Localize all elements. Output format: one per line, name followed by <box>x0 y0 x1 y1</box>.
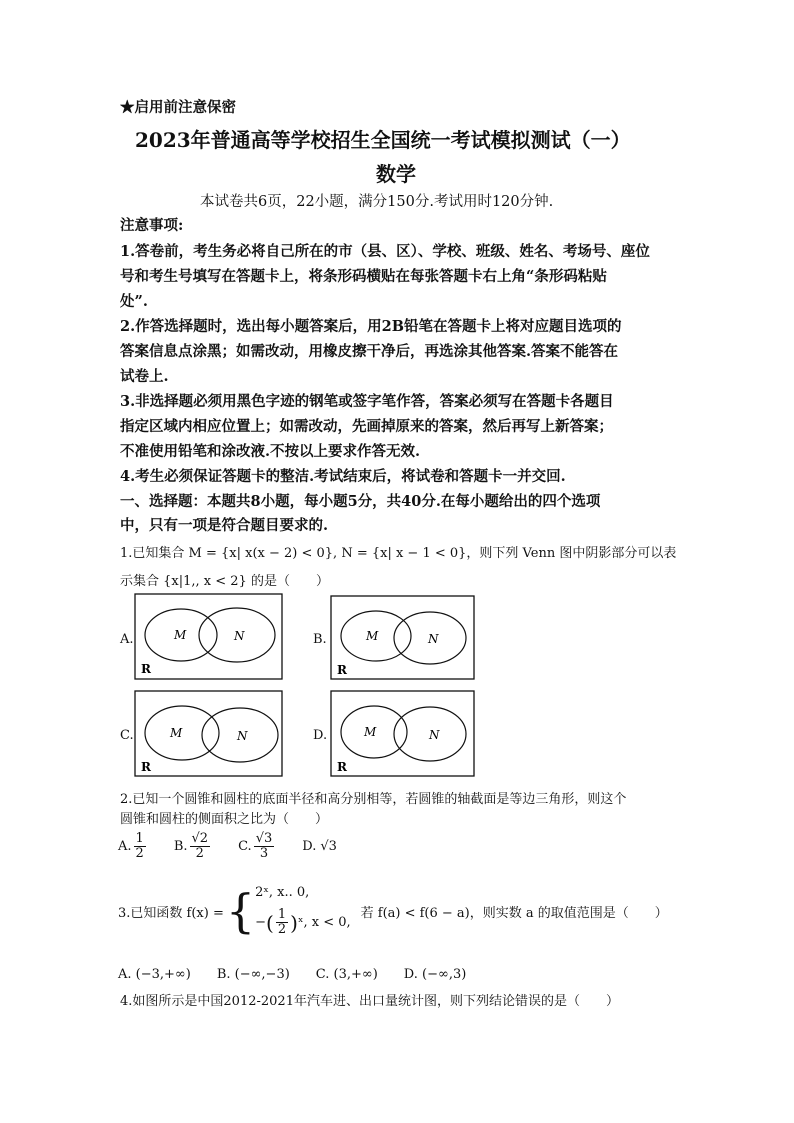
venn-label-r: R <box>337 663 347 677</box>
notice-heading: 注意事项: <box>120 217 184 234</box>
notice-line: 指定区域内相应位置上；如需改动，先画掉原来的答案，然后再写上新答案； <box>120 418 613 435</box>
fraction-half <box>276 908 288 936</box>
confidential-mark: ★启用前注意保密 <box>120 99 236 116</box>
question-1-text-cont: 示集合 {x|1,, x < 2} 的是（ ） <box>120 574 329 589</box>
fraction-denominator: 2 <box>195 845 204 861</box>
venn-label-r: R <box>141 662 151 676</box>
venn-label-n: N <box>429 728 440 742</box>
case-2-sign: − <box>255 915 267 930</box>
fraction-denominator: 3 <box>259 845 269 861</box>
option-label: B. <box>313 632 327 647</box>
venn-label-n: N <box>428 632 439 646</box>
fraction-denominator: 2 <box>277 922 287 937</box>
option-label: B. <box>173 838 188 854</box>
case-2-tail: ˣ, x < 0, <box>297 915 351 930</box>
paren-open: ( <box>266 910 274 935</box>
brace-symbol: { <box>225 884 256 938</box>
notice-line: 3.非选择题必须用黑色字迹的钢笔或签字笔作答，答案必须写在答题卡各题目 <box>120 393 614 410</box>
venn-label-m: M <box>364 725 377 739</box>
venn-diagram-b <box>330 595 476 681</box>
fraction-numerator: 1 <box>135 831 144 846</box>
question-1-text: 1.已知集合 M = {x| x(x − 2) < 0}, N = {x| x − 1 < 0}，则下列 Venn 图中阴影部分可以表 <box>120 546 677 561</box>
venn-label-m: M <box>170 726 183 740</box>
section-heading: 一、选择题：本题共8小题，每小题5分，共40分.在每小题给出的四个选项 <box>120 493 601 510</box>
notice-line: 2.作答选择题时，选出每小题答案后，用2B铅笔在答题卡上将对应题目选项的 <box>120 318 622 335</box>
paren-close: ) <box>290 910 298 935</box>
question-4-text: 4.如图所示是中国2012-2021年汽车进、出口量统计图，则下列结论错误的是（ ） <box>120 994 619 1009</box>
question-2-text-cont: 圆锥和圆柱的侧面积之比为（ ） <box>120 812 329 827</box>
fraction-a <box>134 832 146 860</box>
option-label: A. <box>120 632 134 647</box>
venn-label-r: R <box>337 760 347 774</box>
venn-label-m: M <box>366 629 379 643</box>
question-3-prefix: 3.已知函数 f(x) = <box>118 905 224 921</box>
question-3 <box>118 878 668 944</box>
option-value: √3 <box>320 838 337 854</box>
fraction-numerator: 1 <box>277 907 287 923</box>
fraction-numerator: √2 <box>191 831 209 846</box>
question-3-suffix: 若 f(a) < f(6 − a)，则实数 a 的取值范围是（ ） <box>360 905 668 921</box>
venn-label-r: R <box>141 760 151 774</box>
subject-title: 数学 <box>376 162 416 186</box>
piecewise-cases <box>255 885 350 936</box>
notice-line: 试卷上. <box>120 368 169 385</box>
question-2-options <box>118 832 337 860</box>
question-2-text: 2.已知一个圆锥和圆柱的底面半径和高分别相等，若圆锥的轴截面是等边三角形，则这个 <box>120 792 627 807</box>
case-1: 2ˣ, x.. 0, <box>255 885 310 901</box>
venn-diagram-c <box>134 690 284 778</box>
venn-label-n: N <box>237 729 248 743</box>
case-2 <box>255 908 350 936</box>
notice-line: 答案信息点涂黑；如需改动，用橡皮擦干净后，再选涂其他答案.答案不能答在 <box>120 343 619 360</box>
fraction-denominator: 2 <box>135 845 144 861</box>
fraction-c <box>254 832 275 860</box>
question-3-options: A. (−3,+∞) B. (−∞,−3) C. (3,+∞) D. (−∞,3) <box>118 967 467 982</box>
notice-line: 处”. <box>120 293 148 310</box>
option-label: C. <box>238 838 252 854</box>
page-title: 2023年普通高等学校招生全国统一考试模拟测试（一） <box>135 128 631 152</box>
venn-diagram-a <box>134 593 284 681</box>
option-label: C. <box>120 728 134 743</box>
option-label: D. <box>313 728 328 743</box>
exam-info: 本试卷共6页，22小题，满分150分.考试用时120分钟. <box>200 194 554 210</box>
option-label: D. <box>302 838 317 854</box>
fraction-numerator: √3 <box>255 831 273 846</box>
venn-diagram-d <box>330 690 476 778</box>
option-label: A. <box>118 838 132 854</box>
venn-label-n: N <box>234 629 245 643</box>
section-heading-cont: 中，只有一项是符合题目要求的. <box>120 517 329 534</box>
fraction-b <box>190 832 211 860</box>
notice-line: 不准使用铅笔和涂改液.不按以上要求作答无效. <box>120 443 421 460</box>
notice-line: 号和考生号填写在答题卡上，将条形码横贴在每张答题卡右上角“条形码粘贴 <box>120 268 607 285</box>
notice-line: 4.考生必须保证答题卡的整洁.考试结束后，将试卷和答题卡一并交回. <box>120 468 566 485</box>
venn-label-m: M <box>174 628 187 642</box>
notice-line: 1.答卷前，考生务必将自己所在的市（县、区）、学校、班级、姓名、考场号、座位 <box>120 243 650 260</box>
